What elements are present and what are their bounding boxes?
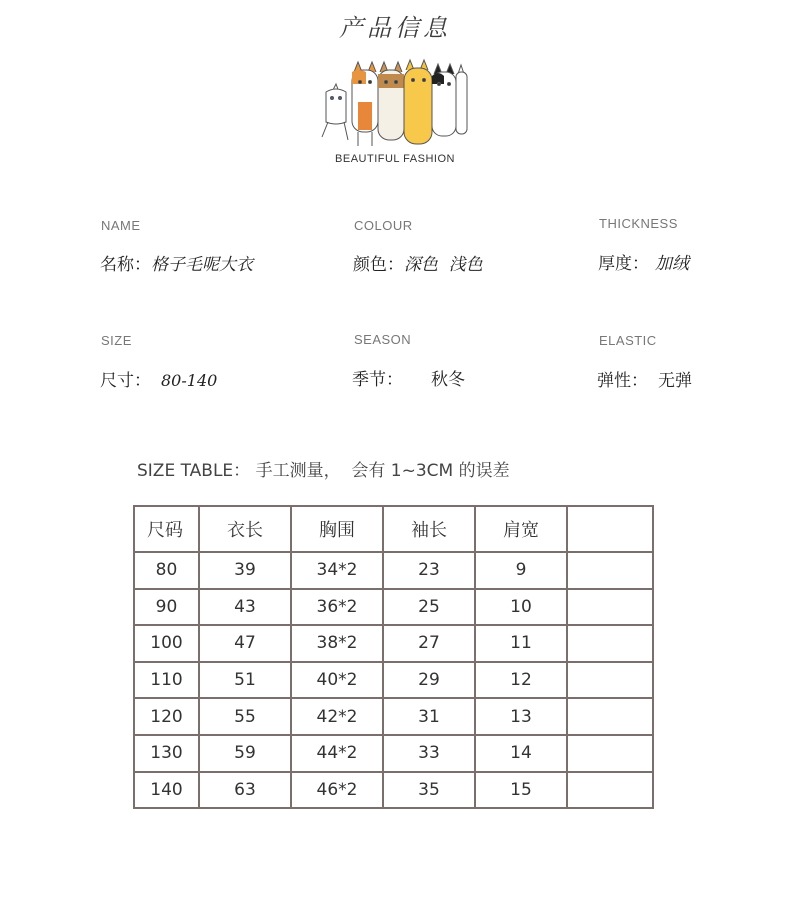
table-cell [567,552,653,589]
table-cell: 63 [199,772,291,809]
table-cell: 100 [134,625,199,662]
name-value: 格子毛呢大衣 [151,255,253,275]
elastic-label: 弹性： [597,371,648,391]
size-table-caption: SIZE TABLE： 手工测量， 会有 1~3CM 的误差 [137,461,510,481]
name-label: 名称： [100,255,151,275]
table-cell: 80 [134,552,199,589]
colour-value: 深色 浅色 [404,255,483,275]
table-cell: 55 [199,698,291,735]
table-cell [567,589,653,626]
table-row [134,698,653,735]
table-row [134,552,653,589]
elastic-value: 无弹 [658,371,692,391]
table-cell: 120 [134,698,199,735]
table-cell: 44*2 [291,735,383,772]
table-cell [567,698,653,735]
header-size: 尺码 [134,506,199,552]
header-sleeve: 袖长 [383,506,475,552]
header-chest: 胸围 [291,506,383,552]
table-row [134,735,653,772]
table-cell: 11 [475,625,567,662]
table-cell: 15 [475,772,567,809]
table-cell: 31 [383,698,475,735]
colour-label-en: COLOUR [354,218,413,233]
name-label-en: NAME [101,218,141,233]
table-cell: 110 [134,662,199,699]
header-empty [567,506,653,552]
table-cell: 51 [199,662,291,699]
table-cell: 40*2 [291,662,383,699]
size-label: 尺寸： [100,371,151,391]
table-cell: 130 [134,735,199,772]
table-cell: 39 [199,552,291,589]
table-cell: 13 [475,698,567,735]
table-row [134,662,653,699]
table-cell: 25 [383,589,475,626]
header-shoulder: 肩宽 [475,506,567,552]
size-table [133,505,654,809]
colour-field [353,250,483,275]
table-cell [567,662,653,699]
season-label-en: SEASON [354,332,412,347]
table-row [134,625,653,662]
header-length: 衣长 [199,506,291,552]
thickness-label-en: THICKNESS [599,216,678,231]
table-cell: 35 [383,772,475,809]
colour-label: 颜色： [353,255,404,275]
table-cell [567,625,653,662]
name-field [100,250,253,275]
table-cell: 59 [199,735,291,772]
table-cell: 33 [383,735,475,772]
table-cell: 90 [134,589,199,626]
table-cell: 36*2 [291,589,383,626]
table-row [134,772,653,809]
elastic-label-en: ELASTIC [599,333,657,348]
size-field [100,366,217,391]
thickness-label: 厚度： [598,254,649,274]
size-label-en: SIZE [101,333,132,348]
elastic-field [597,366,692,391]
season-value: 秋冬 [431,370,465,390]
thickness-value: 加绒 [655,254,689,274]
table-cell: 42*2 [291,698,383,735]
season-field [352,365,465,390]
table-cell: 38*2 [291,625,383,662]
table-cell: 10 [475,589,567,626]
table-cell: 43 [199,589,291,626]
table-cell: 27 [383,625,475,662]
table-cell: 14 [475,735,567,772]
table-cell: 9 [475,552,567,589]
thickness-field [598,249,689,274]
page-title: 产品信息 [339,14,451,42]
season-label: 季节： [352,370,403,390]
table-cell: 140 [134,772,199,809]
table-cell: 47 [199,625,291,662]
table-cell: 34*2 [291,552,383,589]
size-value: 80-140 [161,371,218,390]
table-cell: 29 [383,662,475,699]
table-row [134,589,653,626]
table-header-row [134,506,653,552]
table-cell: 12 [475,662,567,699]
table-cell [567,772,653,809]
table-cell [567,735,653,772]
table-cell: 46*2 [291,772,383,809]
brand-text: BEAUTIFUL FASHION [335,153,455,165]
table-cell: 23 [383,552,475,589]
